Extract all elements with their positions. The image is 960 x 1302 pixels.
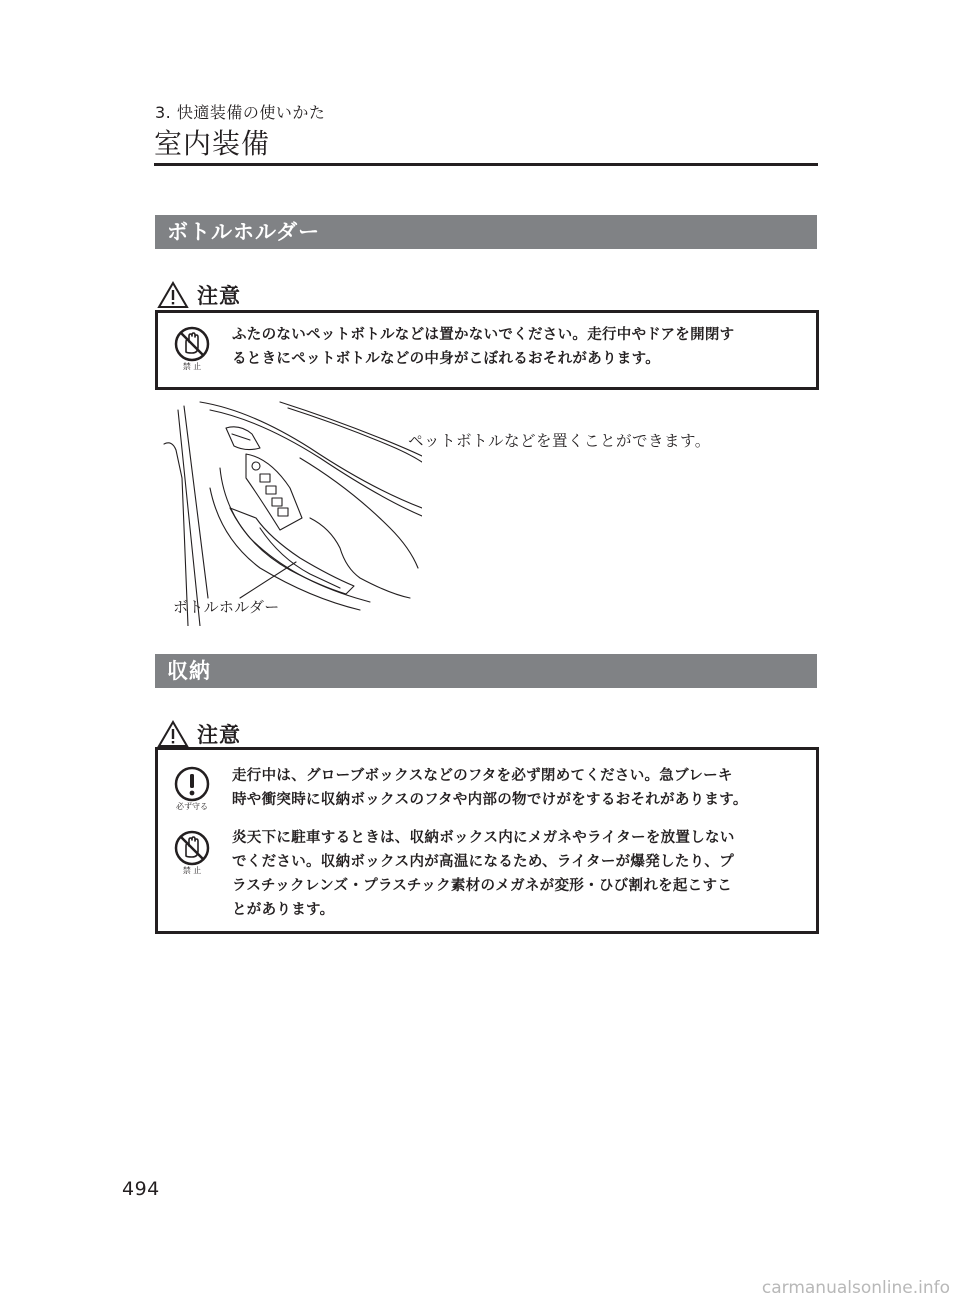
caution-item — [158, 820, 816, 934]
caution-heading — [157, 719, 241, 749]
caution-text-line: るときにペットボトルなどの中身がこぼれるおそれがあります。 — [232, 351, 661, 367]
icon-caption: 禁 止 — [182, 866, 202, 875]
title-divider — [154, 163, 818, 166]
caution-text — [232, 323, 802, 371]
prohibition-hand-icon — [170, 830, 214, 876]
mandatory-exclamation-icon — [170, 766, 214, 812]
caution-label: 注意 — [197, 284, 241, 308]
caution-text-line: とがあります。 — [232, 902, 335, 918]
door-panel-illustration — [160, 398, 422, 626]
illustration-caption: ボトルホルダー — [173, 598, 280, 616]
caution-label: 注意 — [197, 723, 241, 747]
prohibition-hand-icon — [170, 326, 214, 372]
caution-text-line: でください。収納ボックス内が高温になるため、ライターが爆発したり、プ — [232, 854, 735, 870]
caution-text-line: ふたのないペットボトルなどは置かないでください。走行中やドアを開閉す — [232, 327, 735, 343]
page-title: 室内装備 — [154, 127, 271, 160]
caution-box-storage — [155, 747, 819, 934]
caution-text-line: ラスチックレンズ・プラスチック素材のメガネが変形・ひび割れを起こすこ — [232, 878, 733, 894]
watermark: carmanualsonline.info — [761, 1278, 950, 1298]
caution-text — [232, 764, 802, 812]
caution-item — [158, 313, 816, 387]
warning-triangle-icon — [157, 720, 189, 748]
caution-text-line: 走行中は、グローブボックスなどのフタを必ず閉めてください。急ブレーキ — [232, 768, 733, 784]
caution-heading — [157, 280, 241, 310]
caution-text — [232, 826, 802, 922]
warning-triangle-icon — [157, 281, 189, 309]
icon-caption: 必ず守る — [176, 802, 208, 811]
section-heading-storage: 収納 — [155, 654, 817, 688]
section-heading-bottle-holder: ボトルホルダー — [155, 215, 817, 249]
icon-caption: 禁 止 — [182, 362, 202, 371]
body-text: ペットボトルなどを置くことができます。 — [408, 432, 711, 450]
breadcrumb: 3. 快適装備の使いかた — [155, 103, 326, 122]
caution-text-line: 時や衝突時に収納ボックスのフタや内部の物でけがをするおそれがあります。 — [232, 792, 748, 808]
caution-text-line: 炎天下に駐車するときは、収納ボックス内にメガネやライターを放置しない — [232, 830, 735, 846]
caution-item — [158, 750, 816, 820]
caution-box-bottle-holder — [155, 310, 819, 390]
page-number: 494 — [122, 1178, 160, 1200]
